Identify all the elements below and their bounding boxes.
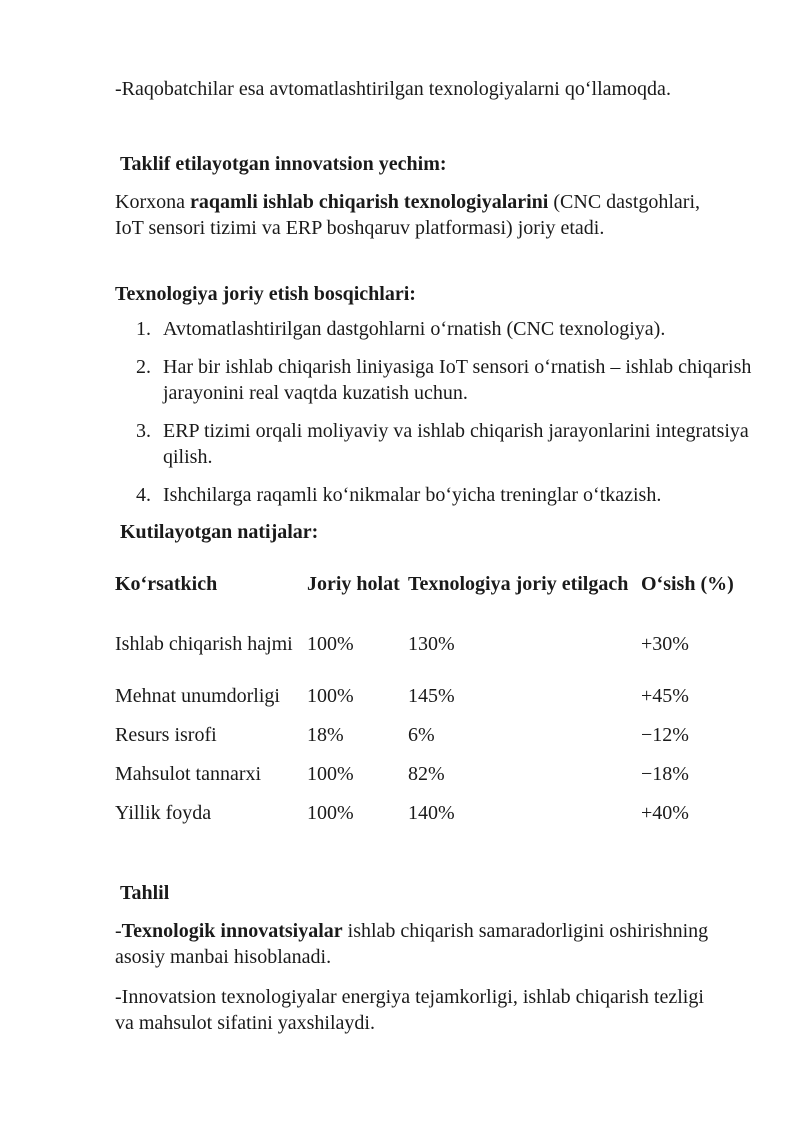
table-row — [110, 612, 751, 676]
table-row — [110, 793, 751, 832]
table-cell: −18% — [641, 762, 689, 785]
proposal-paragraph — [115, 189, 715, 241]
table-cell: 100% — [307, 801, 354, 824]
table-row — [110, 676, 751, 715]
steps-list — [115, 316, 763, 520]
table-row — [110, 715, 751, 754]
list-item-text: Avtomatlashtirilgan dastgohlarni o‘rnatish (CNC texnologiya). — [163, 318, 666, 340]
list-item — [136, 354, 763, 406]
table-cell: 100% — [307, 684, 354, 707]
table-header-row — [110, 556, 751, 612]
table-cell: 130% — [408, 633, 455, 655]
list-item-number: 2. — [136, 356, 151, 378]
table-cell: Mehnat unumdorligi — [115, 684, 280, 707]
proposal-text-bold: raqamli ishlab chiqarish texnologiyalarini — [189, 191, 549, 213]
table-cell: Yillik foyda — [115, 801, 212, 824]
table-cell: Ishlab chiqarish hajmi — [115, 633, 293, 655]
list-item — [136, 418, 763, 470]
analysis-paragraph-1 — [115, 918, 715, 970]
table-cell: +30% — [641, 633, 689, 655]
list-item-number: 1. — [136, 318, 151, 340]
steps-heading: Texnologiya joriy etish bosqichlari: — [115, 283, 416, 305]
list-item — [136, 482, 763, 508]
results-table — [110, 556, 751, 832]
intro-line: -Raqobatchilar esa avtomatlashtirilgan texnologiyalarni qo‘llamoqda. — [115, 78, 671, 100]
analysis-heading: Tahlil — [120, 882, 170, 904]
table-row — [110, 754, 751, 793]
proposal-text-start: Korxona — [115, 191, 190, 213]
list-item-number: 3. — [136, 420, 151, 442]
results-heading: Kutilayotgan natijalar: — [120, 521, 319, 543]
table-cell: 100% — [307, 762, 354, 785]
analysis-p1-prefix: - — [115, 920, 122, 942]
table-cell: Mahsulot tannarxi — [115, 762, 262, 785]
list-item-text: Ishchilarga raqamli ko‘nikmalar bo‘yicha treninglar o‘tkazish. — [163, 484, 662, 506]
column-header: Ko‘rsatkich — [115, 573, 218, 595]
list-item-text: Har bir ishlab chiqarish liniyasiga IoT sensori o‘rnatish – ishlab chiqarish jarayonini real vaqtda kuzatish uchun. — [163, 356, 752, 404]
table-cell: +45% — [641, 684, 689, 707]
column-header: Texnologiya joriy etilgach — [408, 573, 629, 595]
table-cell: 6% — [408, 723, 435, 746]
table-cell: 140% — [408, 801, 455, 824]
list-item — [136, 316, 763, 342]
table-cell: −12% — [641, 723, 689, 746]
table-cell: 100% — [307, 633, 354, 655]
analysis-p1-rest: ishlab chiqarish samaradorligini oshirishning asosiy manbai hisoblanadi. — [115, 920, 709, 968]
analysis-p1-bold: Texnologik innovatsiyalar — [121, 920, 343, 942]
table-cell: 145% — [408, 684, 455, 707]
table-cell: 18% — [307, 723, 344, 746]
column-header: O‘sish (%) — [641, 573, 734, 595]
table-cell: +40% — [641, 801, 689, 824]
list-item-number: 4. — [136, 484, 151, 506]
analysis-paragraph-2: -Innovatsion texnologiyalar energiya tejamkorligi, ishlab chiqarish tezligi va mahsulot sifatini yaxshilaydi. — [115, 986, 704, 1034]
table-cell: 82% — [408, 762, 445, 785]
column-header: Joriy holat — [307, 573, 400, 595]
proposal-heading: Taklif etilayotgan innovatsion yechim: — [120, 153, 447, 175]
proposal-text-end: (CNC dastgohlari, IoT sensori tizimi va ERP boshqaruv platformasi) joriy etadi. — [115, 191, 701, 239]
list-item-text: ERP tizimi orqali moliyaviy va ishlab chiqarish jarayonlarini integratsiya qilish. — [163, 420, 749, 468]
table-cell: Resurs isrofi — [115, 723, 217, 746]
